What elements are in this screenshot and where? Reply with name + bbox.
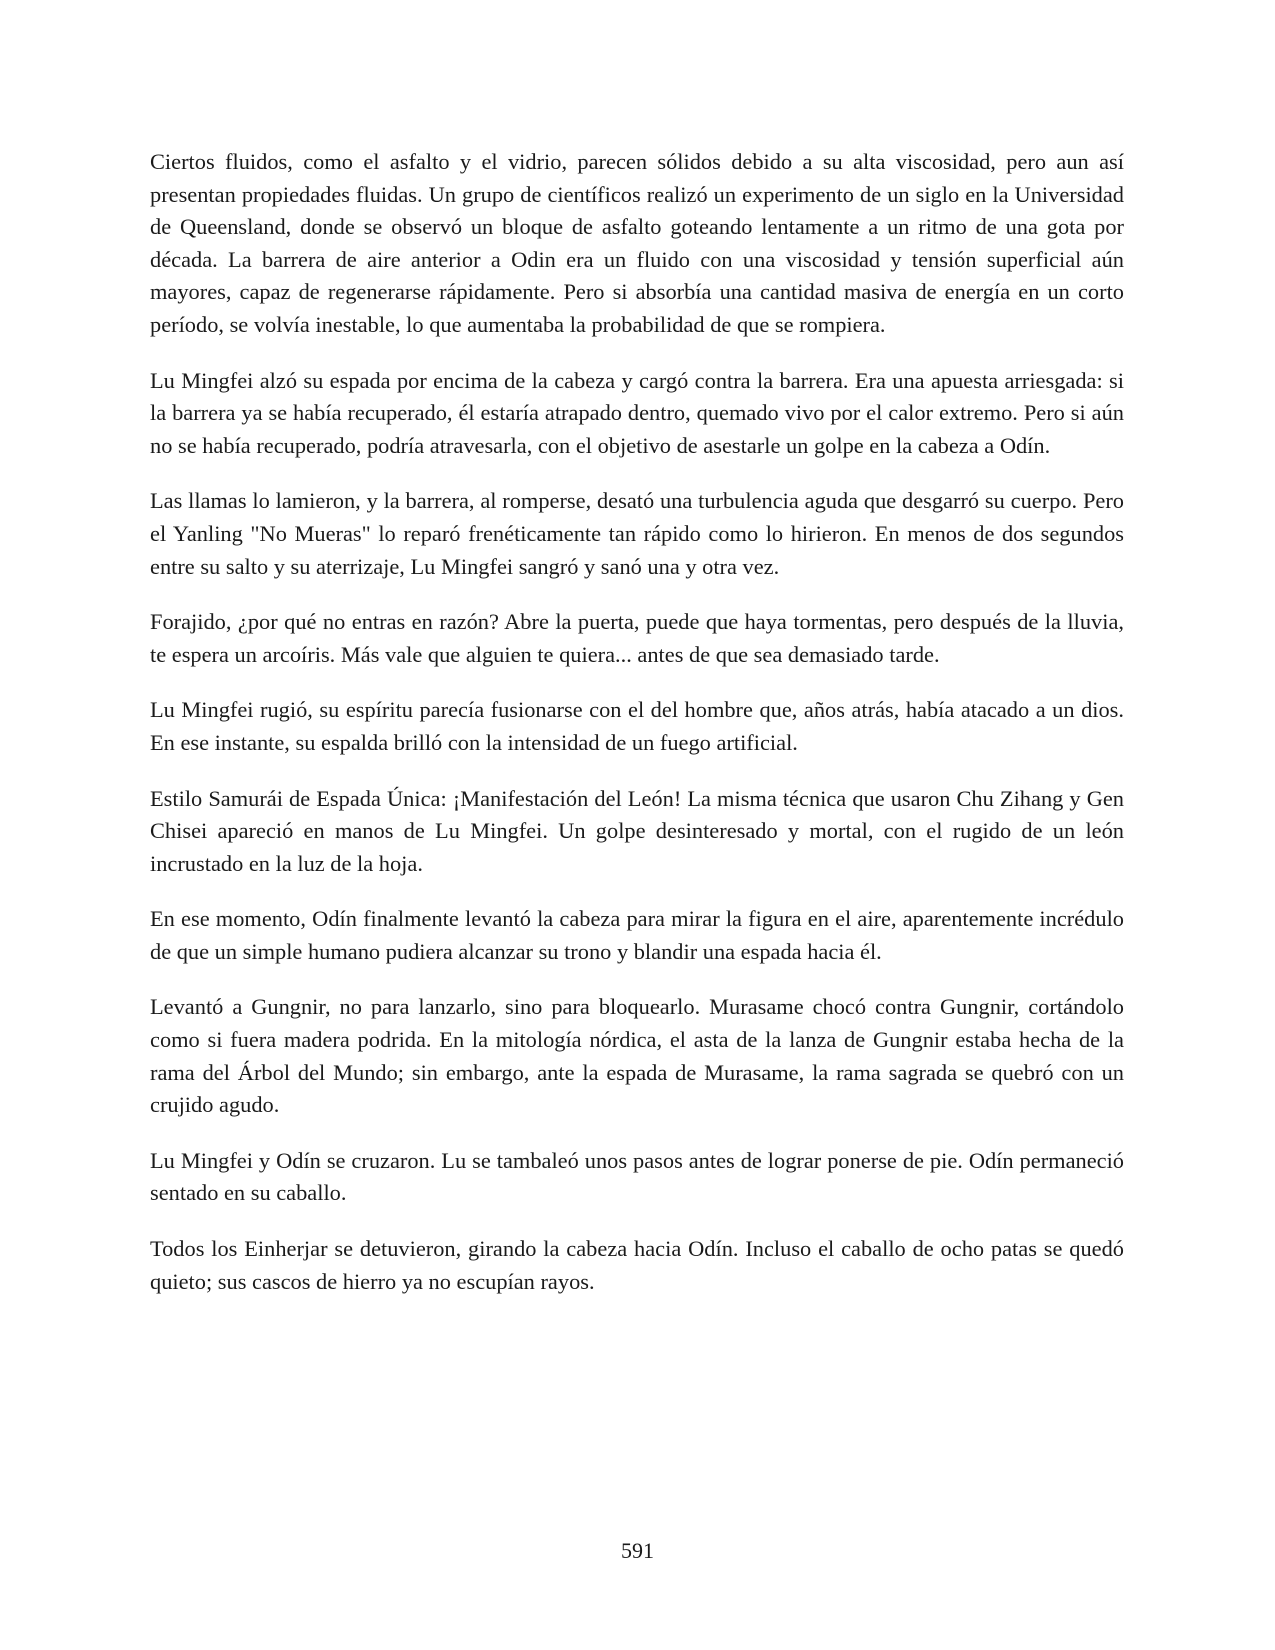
- paragraph-2: Lu Mingfei alzó su espada por encima de la cabeza y cargó contra la barrera. Era una apuesta arriesgada: si la barrera ya se había recuperado, él estaría atrapado dentro, quemado vivo por el calor extremo. Pero si aún no se había recuperado, podría atravesarla, con el objetivo de asestarle un golpe en la cabeza a Odín.: [150, 367, 1124, 458]
- paragraph-3: Las llamas lo lamieron, y la barrera, al romperse, desató una turbulencia aguda que desgarró su cuerpo. Pero el Yanling "No Mueras" lo reparó frenéticamente tan rápido como lo hirieron. En menos de dos segundos entre su salto y su aterrizaje, Lu Mingfei sangró y sanó una y otra vez.: [150, 488, 1124, 579]
- paragraph-1: Ciertos fluidos, como el asfalto y el vidrio, parecen sólidos debido a su alta viscosidad, pero aun así presentan propiedades fluidas. Un grupo de científicos realizó un experimento de un siglo en la Universidad de Queensland, donde se observó un bloque de asfalto goteando lentamente a un ritmo de una gota por década. La barrera de aire anterior a Odin era un fluido con una viscosidad y tensión superficial aún mayores, capaz de regenerarse rápidamente. Pero si absorbía una cantidad masiva de energía en un corto período, se volvía inestable, lo que aumentaba la probabilidad de que se rompiera.: [150, 149, 1124, 337]
- paragraph-10: Todos los Einherjar se detuvieron, girando la cabeza hacia Odín. Incluso el caballo de ocho patas se quedó quieto; sus cascos de hierro ya no escupían rayos.: [150, 1236, 1124, 1294]
- paragraph-6: Estilo Samurái de Espada Única: ¡Manifestación del León! La misma técnica que usaron Chu Zihang y Gen Chisei apareció en manos de Lu Mingfei. Un golpe desinteresado y mortal, con el rugido de un león incrustado en la luz de la hoja.: [150, 785, 1124, 876]
- page-number: 591: [621, 1538, 654, 1563]
- body-text: [150, 146, 1124, 1321]
- paragraph-9: Lu Mingfei y Odín se cruzaron. Lu se tambaleó unos pasos antes de lograr ponerse de pie. Odín permaneció sentado en su caballo.: [150, 1147, 1124, 1206]
- paragraph-7: En ese momento, Odín finalmente levantó la cabeza para mirar la figura en el aire, aparentemente incrédulo de que un simple humano pudiera alcanzar su trono y blandir una espada hacia él.: [150, 906, 1124, 964]
- paragraph-4: Forajido, ¿por qué no entras en razón? Abre la puerta, puede que haya tormentas, pero después de la lluvia, te espera un arcoíris. Más vale que alguien te quiera... antes de que sea demasiado tarde.: [150, 609, 1124, 667]
- paragraph-8: Levantó a Gungnir, no para lanzarlo, sino para bloquearlo. Murasame chocó contra Gungnir, cortándolo como si fuera madera podrida. En la mitología nórdica, el asta de la lanza de Gungnir estaba hecha de la rama del Árbol del Mundo; sin embargo, ante la espada de Murasame, la rama sagrada se quebró con un crujido agudo.: [150, 994, 1124, 1118]
- paragraph-5: Lu Mingfei rugió, su espíritu parecía fusionarse con el del hombre que, años atrás, había atacado a un dios. En ese instante, su espalda brilló con la intensidad de un fuego artificial.: [150, 697, 1124, 755]
